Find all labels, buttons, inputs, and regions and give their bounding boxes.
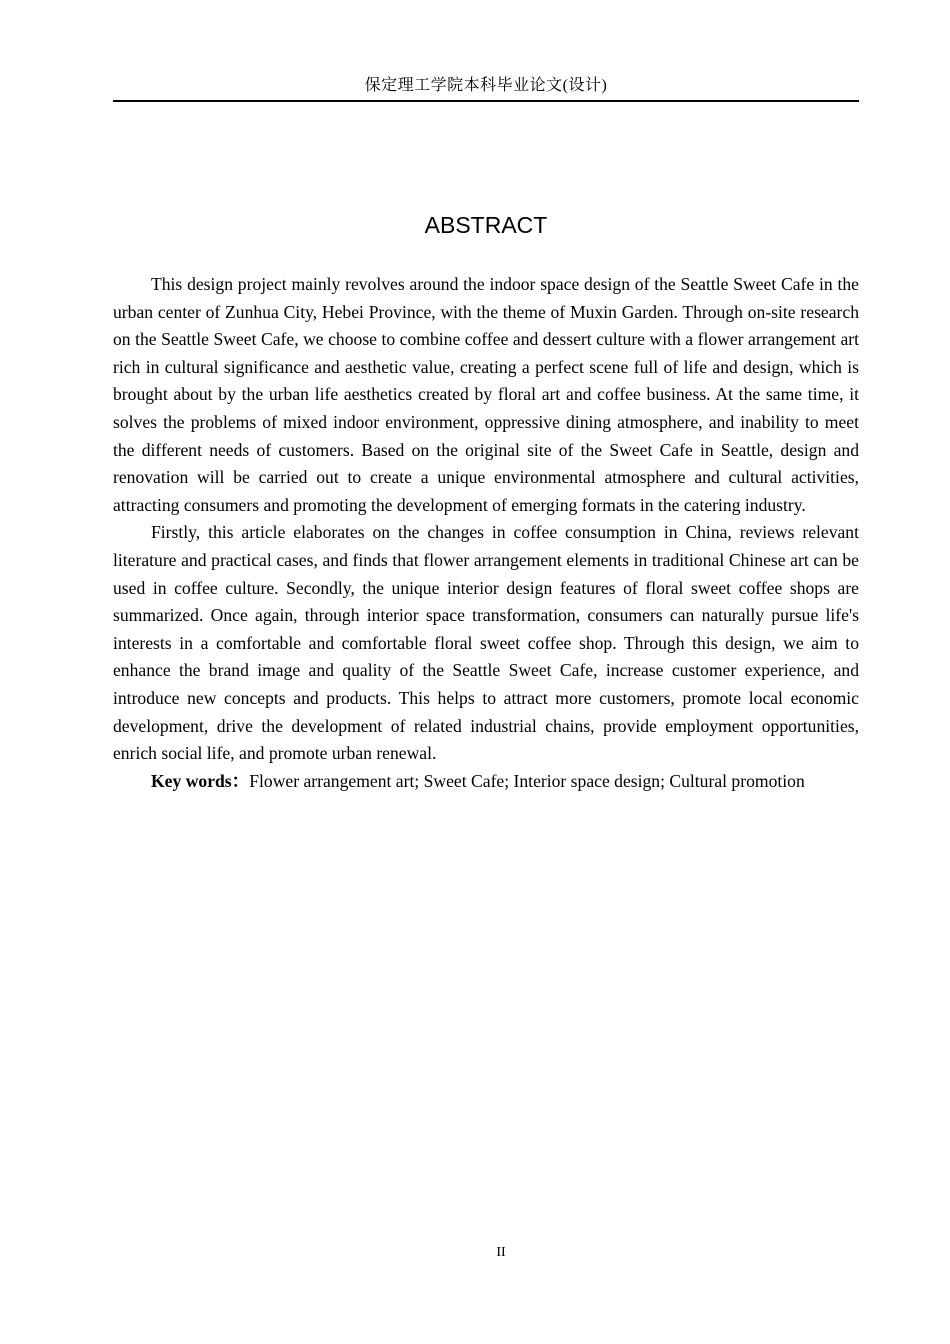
abstract-paragraph-2: Firstly, this article elaborates on the changes in coffee consumption in China, reviews relevant literature and practical cases, and finds that flower arrangement elements in traditional Chinese art can be used in coffee culture. Secondly, the unique interior design features of floral sweet coffee shops are summarized. Once again, through interior space transformation, consumers can naturally pursue life's interests in a comfortable and comfortable floral sweet coffee shop. Through this design, we aim to enhance the brand image and quality of the Seattle Sweet Cafe, increase customer experience, and introduce new concepts and products. This helps to attract more customers, promote local economic development, drive the development of related industrial chains, provide employment opportunities, enrich social life, and promote urban renewal. bbox=[113, 522, 859, 764]
keywords-text: Flower arrangement art; Sweet Cafe; Interior space design; Cultural promotion bbox=[249, 770, 805, 791]
keywords-line bbox=[113, 768, 859, 796]
running-header: 保定理工学院本科毕业论文(设计) bbox=[364, 77, 608, 94]
abstract-body bbox=[113, 271, 859, 795]
header-rule bbox=[113, 100, 859, 102]
page-number: II bbox=[496, 1245, 506, 1260]
abstract-paragraph-1: This design project mainly revolves around the indoor space design of the Seattle Sweet Cafe in the urban center of Zunhua City, Hebei Province, with the theme of Muxin Garden. Through on-site research on the Seattle Sweet Cafe, we choose to combine coffee and dessert culture with a flower arrangement art rich in cultural significance and aesthetic value, creating a perfect scene full of life and design, which is brought about by the urban life aesthetics created by floral art and coffee business. At the same time, it solves the problems of mixed indoor environment, oppressive dining atmosphere, and inability to meet the different needs of customers. Based on the original site of the Sweet Cafe in Seattle, design and renovation will be carried out to create a unique environmental atmosphere and cultural activities, attracting consumers and promoting the development of emerging formats in the catering industry. bbox=[113, 274, 859, 515]
keywords-label: Key words： bbox=[151, 770, 250, 791]
abstract-title: ABSTRACT bbox=[424, 212, 548, 238]
